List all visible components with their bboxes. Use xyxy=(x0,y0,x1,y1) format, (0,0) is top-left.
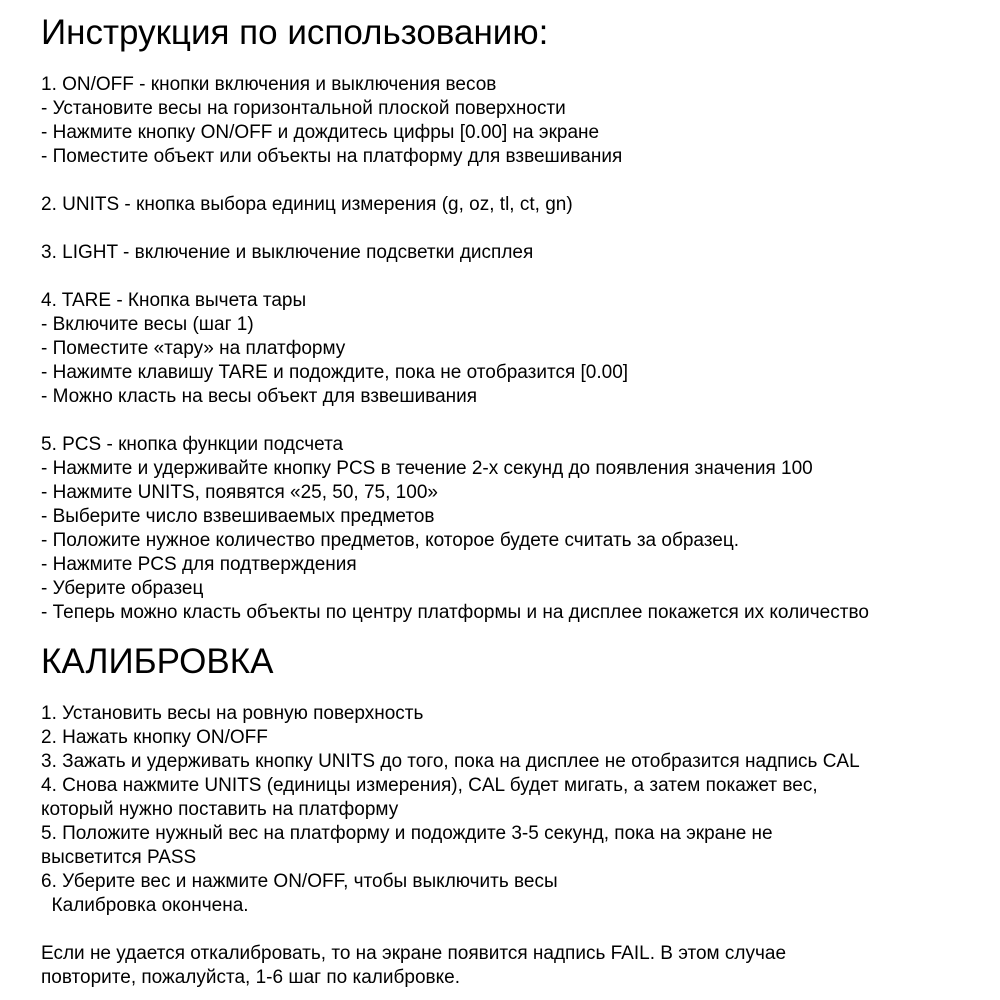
blank-line xyxy=(41,409,869,433)
instruction-line: - Установите весы на горизонтальной плоской поверхности xyxy=(41,98,566,119)
instruction-line: 5. PCS - кнопка функции подсчета xyxy=(41,434,344,455)
instruction-line: - Нажмите UNITS, появятся «25, 50, 75, 100» xyxy=(41,482,438,503)
instruction-line: - Выберите число взвешиваемых предметов xyxy=(41,506,435,527)
instruction-line: 3. LIGHT - включение и выключение подсветки дисплея xyxy=(41,242,534,263)
instruction-line: - Уберите образец xyxy=(41,578,204,599)
calibration-line: 6. Уберите вес и нажмите ON/OFF, чтобы выключить весы xyxy=(41,871,558,892)
instruction-line: - Положите нужное количество предметов, которое будете считать за образец. xyxy=(41,530,739,551)
blank-line xyxy=(41,265,869,289)
calibration-list xyxy=(41,702,860,990)
calibration-title: КАЛИБРОВКА xyxy=(41,642,274,681)
instruction-line: - Включите весы (шаг 1) xyxy=(41,314,254,335)
calibration-line: 1. Установить весы на ровную поверхность xyxy=(41,703,424,724)
instruction-line: 2. UNITS - кнопка выбора единиц измерения (g, oz, tl, ct, gn) xyxy=(41,194,573,215)
instruction-line: - Нажмите PCS для подтверждения xyxy=(41,554,357,575)
blank-line xyxy=(41,169,869,193)
calibration-line: который нужно поставить на платформу xyxy=(41,799,399,820)
calibration-line: 2. Нажать кнопку ON/OFF xyxy=(41,727,268,748)
calibration-line: высветится PASS xyxy=(41,847,197,868)
instruction-line: - Поместите «тару» на платформу xyxy=(41,338,346,359)
calibration-line: повторите, пожалуйста, 1-6 шаг по калибровке. xyxy=(41,967,460,988)
calibration-line: Калибровка окончена. xyxy=(41,895,249,916)
blank-line xyxy=(41,217,869,241)
instruction-line: 1. ON/OFF - кнопки включения и выключения весов xyxy=(41,74,497,95)
instruction-line: - Нажмите и удерживайте кнопку PCS в течение 2-х секунд до появления значения 100 xyxy=(41,458,813,479)
calibration-line: 4. Снова нажмите UNITS (единицы измерения), CAL будет мигать, а затем покажет вес, xyxy=(41,775,818,796)
instructions-title: Инструкция по использованию: xyxy=(41,13,549,52)
calibration-line: 5. Положите нужный вес на платформу и подождите 3-5 секунд, пока на экране не xyxy=(41,823,773,844)
calibration-line: 3. Зажать и удерживать кнопку UNITS до того, пока на дисплее не отобразится надпись CAL xyxy=(41,751,860,772)
instruction-line: - Нажимте клавишу TARE и подождите, пока не отобразится [0.00] xyxy=(41,362,629,383)
instruction-line: - Поместите объект или объекты на платформу для взвешивания xyxy=(41,146,623,167)
instructions-list xyxy=(41,73,869,625)
instruction-line: - Нажмите кнопку ON/OFF и дождитесь цифры [0.00] на экране xyxy=(41,122,600,143)
blank-line xyxy=(41,918,860,942)
instruction-line: 4. TARE - Кнопка вычета тары xyxy=(41,290,307,311)
instruction-line: - Теперь можно класть объекты по центру платформы и на дисплее покажется их количество xyxy=(41,602,869,623)
instruction-line: - Можно класть на весы объект для взвешивания xyxy=(41,386,478,407)
calibration-line: Если не удается откалибровать, то на экране появится надпись FAIL. В этом случае xyxy=(41,943,787,964)
